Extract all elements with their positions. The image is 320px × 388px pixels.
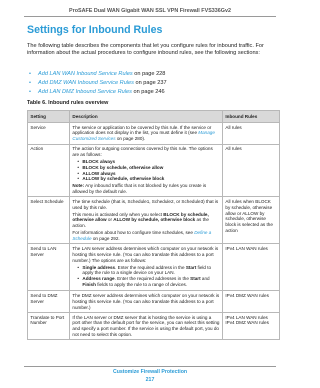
desc-text: The LAN server address determines which computer on your network is hosting this service rule. (You can also translate this address to a port number.) The options are as follows: — [72, 246, 219, 263]
footer-chapter-title: Customize Firewall Protection — [112, 369, 188, 375]
list-item: • ALLOW always — [78, 171, 219, 177]
bullet-icon: • — [29, 79, 31, 86]
description-cell — [70, 122, 223, 144]
list-item — [78, 276, 219, 288]
page-number: 217 — [145, 377, 155, 383]
description-cell — [70, 144, 223, 197]
table-row — [28, 144, 280, 197]
setting-cell: Translate to Port Number — [28, 312, 70, 339]
link-dmz-wan[interactable]: Add DMZ WAN Inbound Service Rules — [38, 79, 134, 86]
note — [72, 183, 219, 195]
bullet-icon: • — [29, 88, 31, 95]
list-item[interactable] — [29, 79, 167, 88]
rules-line: IPv4 DMZ WAN rules — [225, 320, 269, 326]
running-header: ProSAFE Dual WAN Gigabit WAN SSL VPN Firewall FVS336Gv2 — [69, 8, 231, 14]
desc-text: The time schedule (that is, Schedule1, Schedule2, or Schedule3) that is used by this rule. — [72, 198, 219, 210]
desc-fragment: This menu is activated only when you select — [72, 211, 164, 217]
manage-services-link[interactable]: Manage Customized Services — [72, 130, 215, 142]
field-name: Start — [190, 276, 201, 282]
rules-cell: IPv4 DMZ WAN rules — [223, 291, 280, 313]
table-row — [28, 197, 280, 244]
address-options — [72, 265, 219, 288]
table-row — [28, 122, 280, 144]
col-header-description: Description — [70, 111, 223, 123]
bullet-icon: • — [29, 71, 31, 77]
setting-cell: Send to DMZ Server — [28, 291, 70, 313]
option-name: ALLOW by schedule, otherwise block — [113, 217, 196, 223]
setting-cell: Service — [28, 122, 70, 144]
note-label: Note: — [72, 183, 85, 189]
link-lan-wan[interactable]: Add LAN WAN Inbound Service Rules — [38, 71, 133, 77]
section-links — [29, 70, 167, 96]
table-row — [28, 291, 280, 313]
desc-text — [72, 212, 219, 229]
desc-text: The service or application to be covered by this rule. If the service or application does not display in the list, you must define it (see — [72, 124, 212, 136]
rules-cell: All rules when BLOCK by schedule, otherwise allow or ALLOW by schedule, otherwise block is selected as the action — [223, 197, 280, 244]
description-cell — [70, 197, 223, 244]
desc-fragment: on page 292. — [91, 236, 120, 242]
setting-cell: Select Schedule — [28, 197, 70, 244]
setting-cell: Send to LAN Server — [28, 244, 70, 291]
rules-cell: All rules — [223, 144, 280, 197]
description-cell: The DMZ server address determines which computer on your network is hosting this service rule. (You can also translate this address to a port number.) — [70, 291, 223, 313]
desc-fragment: field to apply the rule to a single device on your LAN. — [82, 264, 212, 276]
field-name: Start — [185, 264, 197, 270]
list-item: • ALLOW by schedule, otherwise block — [78, 176, 219, 182]
desc-text — [72, 230, 219, 242]
list-item[interactable] — [29, 88, 167, 97]
table-row — [28, 312, 280, 339]
rules-cell: All rules — [223, 122, 280, 144]
list-item[interactable] — [29, 70, 167, 79]
desc-fragment: fields to apply the rule to a range of devices. — [95, 282, 188, 288]
desc-fragment: . Enter the required addresses in the — [114, 276, 191, 282]
list-item — [78, 265, 219, 277]
footer-divider — [24, 366, 276, 367]
option-name: BLOCK by schedule, otherwise allow — [72, 211, 209, 223]
link-suffix: on page 228 — [132, 71, 166, 77]
rules-cell — [223, 312, 280, 339]
desc-fragment: as the action. — [72, 217, 209, 229]
action-options — [72, 159, 219, 182]
link-suffix: on page 237 — [133, 79, 167, 86]
desc-fragment: For information about how to configure time schedules, see — [72, 230, 195, 236]
description-cell: If the LAN server or DMZ server that is hosting the service is using a port other than the default port for the service, you can select this setting and specify a port number. If the service is using the default port, you do not need to select this option. — [70, 312, 223, 339]
col-header-inbound-rules: Inbound Rules — [223, 111, 280, 123]
setting-cell: Action — [28, 144, 70, 197]
define-schedule-link[interactable]: Define a Schedule — [72, 230, 212, 242]
desc-text: The action for outgoing connections covered by this rule. The options are as follows: — [72, 146, 213, 157]
header-divider — [24, 16, 276, 17]
field-name: Finish — [82, 282, 96, 288]
desc-fragment: . Enter the required address in the — [115, 264, 186, 270]
link-suffix: on page 246 — [131, 88, 165, 95]
desc-text: on page 280). — [115, 136, 146, 142]
table-caption: Table 6. Inbound rules overview — [27, 100, 109, 106]
note-text: Any inbound traffic that is not blocked by rules you create is allowed by the default rule. — [72, 183, 207, 194]
link-lan-dmz[interactable]: Add LAN DMZ Inbound Service Rules — [38, 88, 132, 95]
desc-fragment: and — [200, 276, 210, 282]
desc-fragment: or — [106, 217, 114, 223]
intro-paragraph: The following table describes the components that let you configure rules for inbound traffic. For information about the actual procedures to configure inbound rules, see the following sections: — [27, 43, 264, 57]
table-row — [28, 244, 280, 291]
col-header-setting: Setting — [28, 111, 70, 123]
option-name: Single address — [82, 264, 116, 270]
rules-cell: IPv4 LAN WAN rules — [223, 244, 280, 291]
inbound-rules-table — [27, 110, 280, 340]
option-name: Address range — [82, 276, 115, 282]
rules-line: IPv4 LAN WAN rules — [225, 314, 268, 320]
list-item: • BLOCK always — [78, 159, 219, 165]
list-item: • BLOCK by schedule, otherwise allow — [78, 165, 219, 171]
section-title: Settings for Inbound Rules — [27, 24, 163, 36]
table-header-row — [28, 111, 280, 123]
description-cell — [70, 244, 223, 291]
